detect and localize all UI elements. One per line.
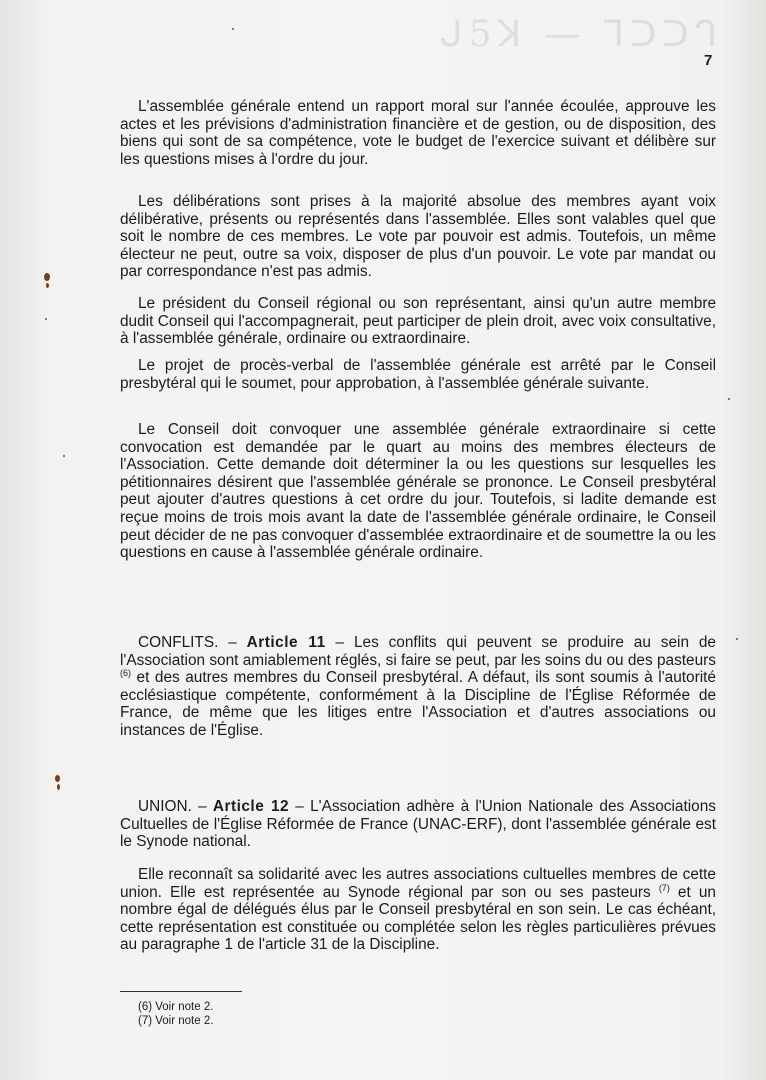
footnote-divider <box>120 991 242 992</box>
rust-stain <box>57 784 60 790</box>
footnote-6: (6) Voir note 2. <box>138 1001 214 1013</box>
article-heading: CONFLITS. <box>138 634 219 651</box>
paragraph-text: Le projet de procès-verbal de l'assemblée générale est arrêté par le Conseil presbytéral qui le soumet, pour approbation, à l'assemblée générale suivante. <box>120 357 716 392</box>
paragraph-text: L'assemblée générale entend un rapport moral sur l'année écoulée, approuve les actes et les prévisions d'administration financière et de gestion, ou de disposition, des biens qui sont de sa compétence, vote le budget de l'exercice suivant et délibère sur les questions mises à l'ordre du jour. <box>120 98 716 168</box>
paragraph-text: Le président du Conseil régional ou son représentant, ainsi qu'un autre membre dudit Conseil qui l'accompagnerait, peut participer de plein droit, avec voix consultative, à l'assemblée générale, ordinaire ou extraordinaire. <box>120 295 716 348</box>
article-text: – Les conflits qui peuvent se produire au sein de l'Association sont amiablement réglés, si faire se peut, par les soins du ou des pasteurs <box>120 634 716 669</box>
rust-stain <box>44 273 50 281</box>
article-title: Article 12 <box>212 798 290 815</box>
speck <box>45 318 47 320</box>
article-title: Article 11 <box>246 634 326 651</box>
article-12-solidarity <box>120 866 716 954</box>
rust-stain <box>55 775 60 782</box>
article-text: – L'Association adhère à l'Union Nationale des Associations Cultuelles de l'Église Réformée de France (UNAC-ERF), dont l'assemblée générale est le Synode national. <box>120 798 716 851</box>
rust-stain <box>46 283 49 288</box>
paragraph-text: et un nombre égal de délégués élus par le Conseil presbytéral en son sein. Le cas échéant, cette représentation est constituée ou complétée selon les règles particulières prévues au paragraphe 1 de l'article 31 de la Discipline. <box>120 883 716 954</box>
paragraph-annual-report <box>120 98 716 168</box>
footnote-reference: (7) <box>658 882 670 893</box>
article-12-union <box>120 798 716 851</box>
speck <box>728 398 730 400</box>
footnotes <box>138 1000 213 1028</box>
paragraph-extraordinary-assembly <box>120 421 716 562</box>
article-dash: – <box>218 634 247 651</box>
paragraph-text: Le Conseil doit convoquer une assemblée générale extraordinaire si cette convocation est demandée par le quart au moins des membres électeurs de l'Association. Cette demande doit déterminer la ou les questions sur lesquelles les pétitionnaires désirent que l'assemblée générale se prononce. Le Conseil presbytéral peut ajouter d'autres questions à cet ordre du jour. Toutefois, si ladite demande est reçue moins de trois mois avant la date de l'assemblée générale ordinaire, le Conseil peut décider de ne pas convoquer d'assemblée extraordinaire et de soumettre la ou les questions en cause à l'assemblée générale ordinaire. <box>120 421 716 562</box>
speck <box>232 28 234 30</box>
article-heading: UNION. <box>138 798 192 815</box>
bleed-through-handwriting: ᒍ5ꓘ — ⅂ᑐᑐᒉ <box>440 14 724 55</box>
speck <box>63 455 65 457</box>
paragraph-minutes <box>120 357 716 392</box>
paragraph-deliberations <box>120 193 716 281</box>
paragraph-text: Les délibérations sont prises à la majorité absolue des membres ayant voix délibérative, présents ou représentés dans l'assemblée. Elles sont valables quel que soit le nombre de ces membres. Le vote par pouvoir est admis. Toutefois, un même électeur ne peut, outre sa voix, disposer de plus d'un pouvoir. Le vote par mandat ou par correspondance n'est pas admis. <box>120 193 716 281</box>
footnote-7: (7) Voir note 2. <box>138 1015 214 1027</box>
paragraph-text: Elle reconnaît sa solidarité avec les autres associations cultuelles membres de cette union. Elle est représentée au Synode régional par son ou ses pasteurs <box>120 866 716 901</box>
page-number: 7 <box>704 52 713 69</box>
article-text: et des autres membres du Conseil presbytéral. A défaut, ils sont soumis à l'autorité ecclésiastique compétente, conformément à la Discipline de l'Église Réformée de France, de même que les litiges entre l'Association et d'autres associations ou instances de l'Église. <box>120 669 716 739</box>
article-11-conflicts <box>120 634 716 740</box>
speck <box>736 638 738 640</box>
paragraph-regional-president <box>120 295 716 348</box>
article-dash: – <box>191 798 213 815</box>
footnote-reference: (6) <box>120 668 131 679</box>
